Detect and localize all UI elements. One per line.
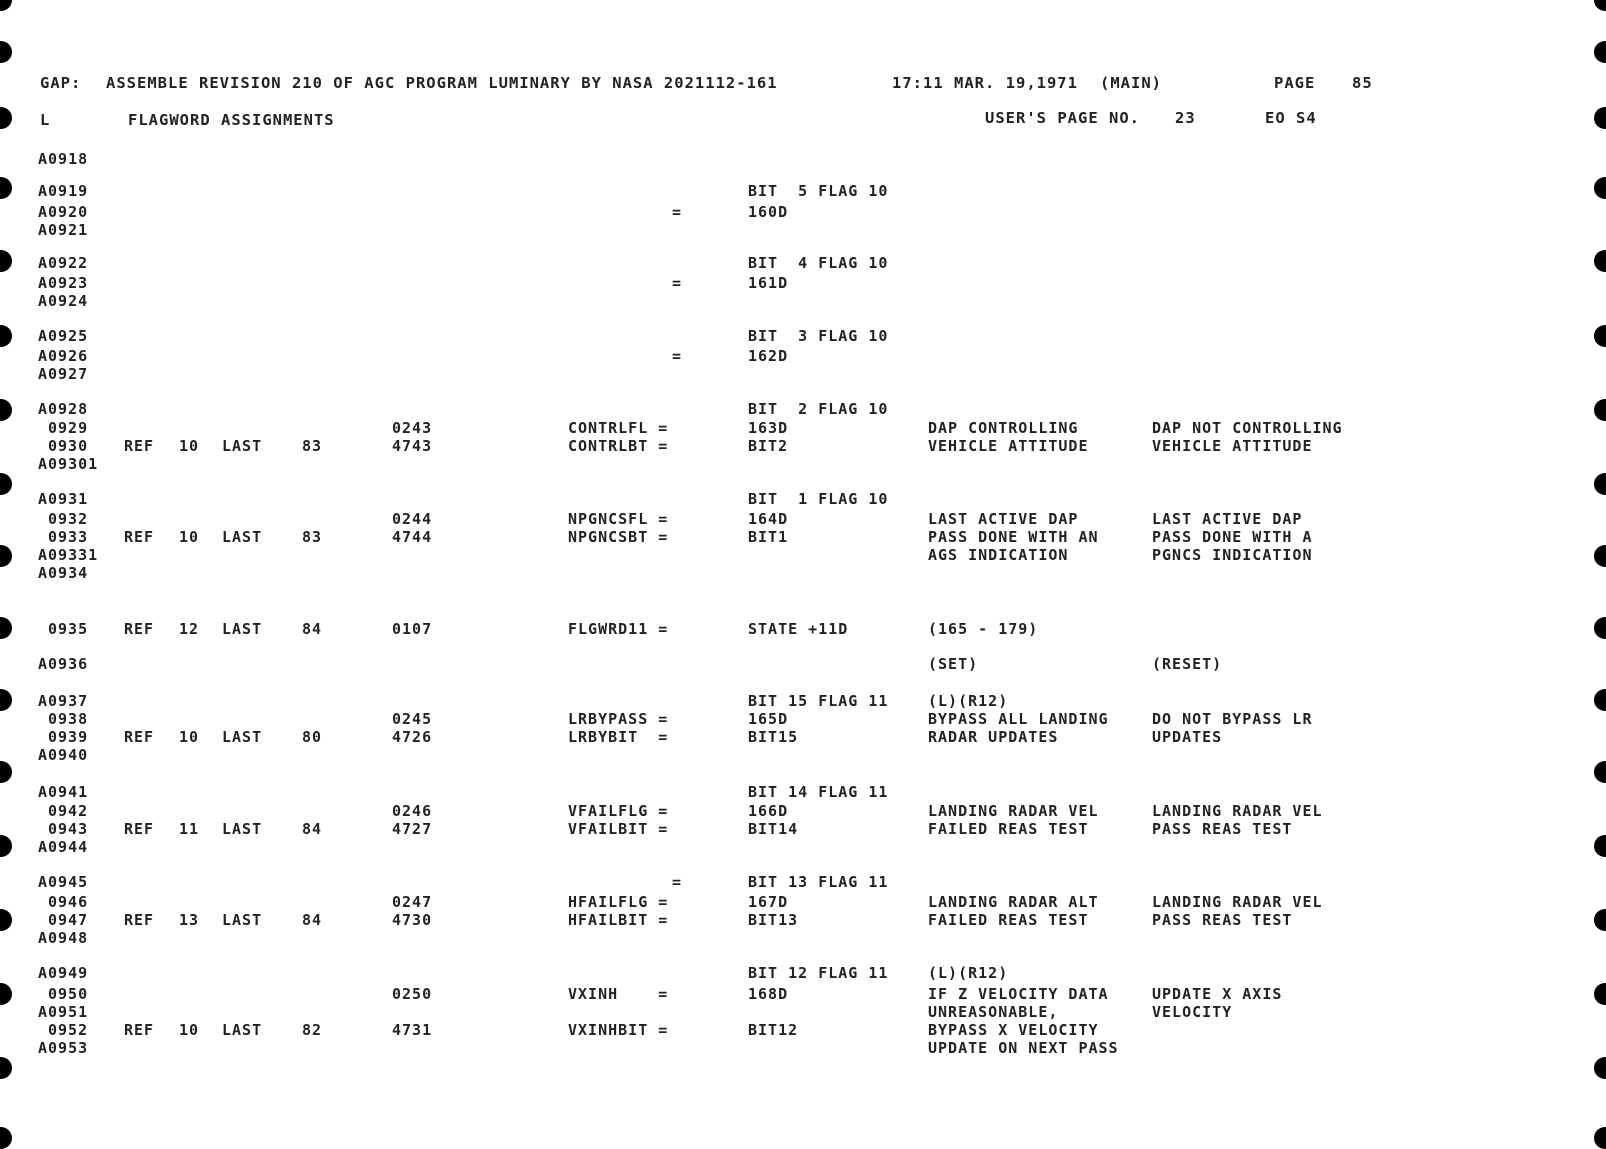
timestamp: 17:11 MAR. 19,1971 (892, 74, 1078, 92)
address: 4727 (392, 820, 433, 838)
symbol-name: HFAILBIT = (568, 911, 669, 929)
value: 160D (748, 203, 789, 221)
feed-hole-icon (1594, 250, 1606, 272)
feed-hole-icon (0, 835, 12, 857)
line-number: 0930 (48, 437, 89, 455)
set-comment: FAILED REAS TEST (928, 911, 1089, 929)
line-number: A0919 (38, 182, 89, 200)
reset-comment: PGNCS INDICATION (1152, 546, 1313, 564)
line-number: A09301 (38, 455, 99, 473)
value: BIT 14 FLAG 11 (748, 783, 889, 801)
set-comment: (SET) (928, 655, 979, 673)
value: BIT 12 FLAG 11 (748, 964, 889, 982)
address: 4744 (392, 528, 433, 546)
feed-hole-icon (1594, 107, 1606, 129)
reset-comment: LANDING RADAR VEL (1152, 802, 1323, 820)
line-number: A0920 (38, 203, 89, 221)
feed-hole-icon (0, 399, 12, 421)
symbol-name: VFAILBIT = (568, 820, 669, 838)
reset-comment: (RESET) (1152, 655, 1223, 673)
set-comment: LAST ACTIVE DAP (928, 510, 1079, 528)
equals-sign: = (672, 274, 683, 292)
value: BIT13 (748, 911, 799, 929)
ref-number: 12 (179, 620, 200, 638)
ref-number: 10 (179, 437, 200, 455)
value: BIT 4 FLAG 10 (748, 254, 889, 272)
line-number: 0939 (48, 728, 89, 746)
section-label: (MAIN) (1100, 74, 1162, 92)
set-comment: BYPASS X VELOCITY (928, 1021, 1099, 1039)
set-comment: DAP CONTROLLING (928, 419, 1079, 437)
reset-comment: LAST ACTIVE DAP (1152, 510, 1303, 528)
line-number: A0921 (38, 221, 89, 239)
last-number: 80 (302, 728, 323, 746)
set-comment: AGS INDICATION (928, 546, 1069, 564)
line-number: A0944 (38, 838, 89, 856)
set-comment: (L)(R12) (928, 964, 1009, 982)
value: BIT 13 FLAG 11 (748, 873, 889, 891)
l-marker: L (40, 111, 51, 129)
feed-hole-icon (1594, 617, 1606, 639)
ref-label: REF (124, 528, 155, 546)
last-label: LAST (222, 437, 263, 455)
users-page-label: USER'S PAGE NO. (985, 109, 1140, 127)
feed-hole-icon (0, 909, 12, 931)
line-number: A0948 (38, 929, 89, 947)
equals-sign: = (672, 347, 683, 365)
last-label: LAST (222, 728, 263, 746)
feed-hole-icon (0, 761, 12, 783)
value: BIT2 (748, 437, 789, 455)
feed-hole-icon (0, 0, 12, 11)
feed-hole-icon (1594, 983, 1606, 1005)
line-number: A0926 (38, 347, 89, 365)
address: 0246 (392, 802, 433, 820)
line-number: A09331 (38, 546, 99, 564)
symbol-name: LRBYBIT = (568, 728, 669, 746)
feed-hole-icon (0, 473, 12, 495)
line-number: 0942 (48, 802, 89, 820)
last-number: 83 (302, 528, 323, 546)
feed-hole-icon (1594, 325, 1606, 347)
ref-number: 13 (179, 911, 200, 929)
feed-hole-icon (1594, 177, 1606, 199)
line-number: 0938 (48, 710, 89, 728)
ref-number: 10 (179, 528, 200, 546)
line-number: 0952 (48, 1021, 89, 1039)
last-number: 82 (302, 1021, 323, 1039)
value: 161D (748, 274, 789, 292)
line-number: A0927 (38, 365, 89, 383)
line-number: 0929 (48, 419, 89, 437)
value: 163D (748, 419, 789, 437)
address: 0107 (392, 620, 433, 638)
symbol-name: NPGNCSFL = (568, 510, 669, 528)
feed-hole-icon (0, 983, 12, 1005)
feed-hole-icon (1594, 1127, 1606, 1149)
symbol-name: FLGWRD11 = (568, 620, 669, 638)
value: BIT 3 FLAG 10 (748, 327, 889, 345)
feed-hole-icon (1594, 41, 1606, 63)
line-number: A0951 (38, 1003, 89, 1021)
set-comment: IF Z VELOCITY DATA (928, 985, 1109, 1003)
symbol-name: CONTRLFL = (568, 419, 669, 437)
line-number: A0918 (38, 150, 89, 168)
line-number: 0935 (48, 620, 89, 638)
last-number: 84 (302, 620, 323, 638)
feed-hole-icon (0, 689, 12, 711)
reset-comment: PASS REAS TEST (1152, 820, 1293, 838)
line-number: A0923 (38, 274, 89, 292)
line-number: 0947 (48, 911, 89, 929)
address: 4743 (392, 437, 433, 455)
set-comment: LANDING RADAR ALT (928, 893, 1099, 911)
line-number: 0950 (48, 985, 89, 1003)
set-comment: FAILED REAS TEST (928, 820, 1089, 838)
reset-comment: LANDING RADAR VEL (1152, 893, 1323, 911)
last-number: 84 (302, 911, 323, 929)
address: 4726 (392, 728, 433, 746)
value: 168D (748, 985, 789, 1003)
set-comment: (165 - 179) (928, 620, 1039, 638)
feed-hole-icon (1594, 689, 1606, 711)
value: BIT15 (748, 728, 799, 746)
address: 0250 (392, 985, 433, 1003)
last-label: LAST (222, 911, 263, 929)
page-number: 85 (1352, 74, 1373, 92)
line-number: A0937 (38, 692, 89, 710)
address: 0247 (392, 893, 433, 911)
ref-label: REF (124, 620, 155, 638)
feed-hole-icon (1594, 0, 1606, 11)
ref-number: 11 (179, 820, 200, 838)
set-comment: PASS DONE WITH AN (928, 528, 1099, 546)
line-number: A0940 (38, 746, 89, 764)
feed-hole-icon (0, 545, 12, 567)
value: BIT 2 FLAG 10 (748, 400, 889, 418)
address: 4731 (392, 1021, 433, 1039)
line-number: 0933 (48, 528, 89, 546)
reset-comment: DO NOT BYPASS LR (1152, 710, 1313, 728)
value: 165D (748, 710, 789, 728)
reset-comment: VEHICLE ATTITUDE (1152, 437, 1313, 455)
feed-hole-icon (1594, 545, 1606, 567)
value: 166D (748, 802, 789, 820)
reset-comment: PASS REAS TEST (1152, 911, 1293, 929)
reset-comment: PASS DONE WITH A (1152, 528, 1313, 546)
address: 0243 (392, 419, 433, 437)
last-number: 84 (302, 820, 323, 838)
symbol-name: VFAILFLG = (568, 802, 669, 820)
feed-hole-icon (0, 177, 12, 199)
address: 4730 (392, 911, 433, 929)
equals-sign: = (672, 203, 683, 221)
reset-comment: VELOCITY (1152, 1003, 1233, 1021)
feed-hole-icon (1594, 835, 1606, 857)
line-number: A0934 (38, 564, 89, 582)
last-label: LAST (222, 1021, 263, 1039)
feed-hole-icon (0, 325, 12, 347)
symbol-name: NPGNCSBT = (568, 528, 669, 546)
ref-label: REF (124, 1021, 155, 1039)
set-comment: BYPASS ALL LANDING (928, 710, 1109, 728)
ref-label: REF (124, 911, 155, 929)
line-number: 0932 (48, 510, 89, 528)
section-subtitle: FLAGWORD ASSIGNMENTS (128, 111, 335, 129)
ref-label: REF (124, 728, 155, 746)
value: BIT 1 FLAG 10 (748, 490, 889, 508)
value: BIT 5 FLAG 10 (748, 182, 889, 200)
set-comment: UPDATE ON NEXT PASS (928, 1039, 1119, 1057)
feed-hole-icon (0, 41, 12, 63)
users-page-number: 23 (1175, 109, 1196, 127)
symbol-name: LRBYPASS = (568, 710, 669, 728)
feed-hole-icon (1594, 761, 1606, 783)
value: BIT1 (748, 528, 789, 546)
address: 0244 (392, 510, 433, 528)
symbol-name: CONTRLBT = (568, 437, 669, 455)
feed-hole-icon (1594, 1057, 1606, 1079)
feed-hole-icon (0, 1057, 12, 1079)
line-number: A0936 (38, 655, 89, 673)
set-comment: LANDING RADAR VEL (928, 802, 1099, 820)
last-label: LAST (222, 620, 263, 638)
value: STATE +11D (748, 620, 849, 638)
value: BIT12 (748, 1021, 799, 1039)
line-number: 0946 (48, 893, 89, 911)
last-label: LAST (222, 820, 263, 838)
line-number: A0931 (38, 490, 89, 508)
last-number: 83 (302, 437, 323, 455)
line-number: A0928 (38, 400, 89, 418)
symbol-name: HFAILFLG = (568, 893, 669, 911)
set-comment: UNREASONABLE, (928, 1003, 1059, 1021)
page-title: ASSEMBLE REVISION 210 OF AGC PROGRAM LUMINARY BY NASA 2021112-161 (106, 74, 778, 92)
line-number: A0953 (38, 1039, 89, 1057)
reset-comment: UPDATES (1152, 728, 1223, 746)
line-number: A0945 (38, 873, 89, 891)
last-label: LAST (222, 528, 263, 546)
feed-hole-icon (1594, 473, 1606, 495)
reset-comment: DAP NOT CONTROLLING (1152, 419, 1343, 437)
page-label: PAGE (1274, 74, 1316, 92)
feed-hole-icon (0, 250, 12, 272)
value: BIT14 (748, 820, 799, 838)
symbol-name: VXINH = (568, 985, 669, 1003)
symbol-name: VXINHBIT = (568, 1021, 669, 1039)
ref-number: 10 (179, 728, 200, 746)
line-number: A0941 (38, 783, 89, 801)
value: BIT 15 FLAG 11 (748, 692, 889, 710)
set-comment: VEHICLE ATTITUDE (928, 437, 1089, 455)
reset-comment: UPDATE X AXIS (1152, 985, 1283, 1003)
line-number: A0949 (38, 964, 89, 982)
gap-label: GAP: (40, 74, 82, 92)
feed-hole-icon (1594, 399, 1606, 421)
value: 167D (748, 893, 789, 911)
feed-hole-icon (0, 1127, 12, 1149)
feed-hole-icon (0, 107, 12, 129)
value: 162D (748, 347, 789, 365)
eo-label: EO S4 (1265, 109, 1317, 127)
value: 164D (748, 510, 789, 528)
feed-hole-icon (0, 617, 12, 639)
address: 0245 (392, 710, 433, 728)
equals-sign: = (672, 873, 683, 891)
feed-hole-icon (1594, 909, 1606, 931)
ref-label: REF (124, 820, 155, 838)
ref-number: 10 (179, 1021, 200, 1039)
set-comment: RADAR UPDATES (928, 728, 1059, 746)
line-number: A0922 (38, 254, 89, 272)
set-comment: (L)(R12) (928, 692, 1009, 710)
line-number: A0925 (38, 327, 89, 345)
line-number: A0924 (38, 292, 89, 310)
line-number: 0943 (48, 820, 89, 838)
ref-label: REF (124, 437, 155, 455)
